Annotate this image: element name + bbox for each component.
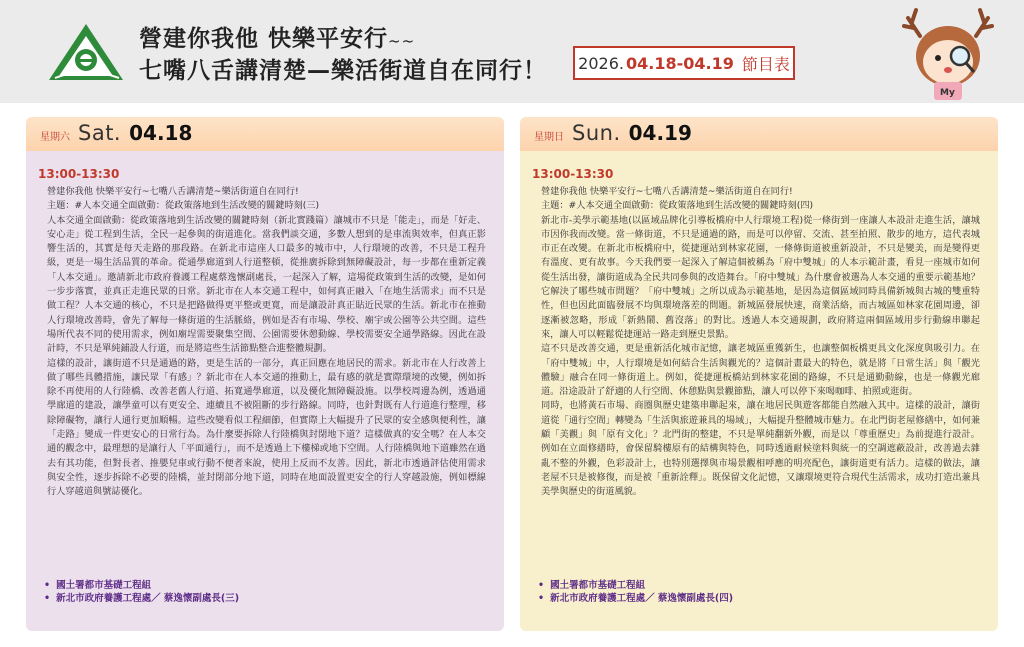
day-english: Sat.	[78, 121, 122, 145]
time-slot: 13:00-13:30	[532, 167, 614, 181]
title-line1-tilde: ~~	[388, 32, 416, 50]
column-body	[520, 151, 998, 631]
column-header	[520, 117, 998, 151]
schedule-column-sunday	[520, 117, 998, 631]
credit-item: • 國土署都市基礎工程組	[538, 579, 733, 592]
credits-list	[44, 579, 239, 605]
day-date: 04.19	[628, 121, 692, 145]
page-title-line1	[139, 20, 415, 53]
title-line1-text: 營建你我他 快樂平安行	[139, 26, 389, 52]
credits-list	[538, 579, 733, 605]
credit-item: • 國土署都市基礎工程組	[44, 579, 239, 592]
page-title-line2: 七嘴八舌講清楚—樂活街道自在同行！	[139, 58, 547, 84]
day-date: 04.18	[129, 121, 193, 145]
program-title-line: 營建你我他 快樂平安行~七嘴八舌講清楚~樂活街道自在同行!	[541, 186, 793, 197]
day-english: Sun.	[572, 121, 621, 145]
date-year: 2026.	[578, 53, 624, 73]
program-topic: 主題：#人本交通全面啟動：從政策落地到生活改變的關鍵時刻(三)	[47, 200, 320, 212]
date-range: 04.18-04.19	[625, 53, 734, 73]
program-title-line: 營建你我他 快樂平安行~七嘴八舌講清楚~樂活街道自在同行!	[47, 186, 299, 197]
program-topic: 主題：#人本交通全面啟動：從政策落地到生活改變的關鍵時刻(四)	[541, 200, 814, 212]
svg-text:My: My	[940, 88, 955, 98]
time-slot: 13:00-13:30	[38, 167, 120, 181]
program-description: 這樣的設計，讓街道不只是通過的路，更是生活的一部分，真正回應在地居民的需求。新北市在人行改善上做了哪些具體措施，讓民眾「有感」？新北市在人本交通的推動上，最有感的就是實際環境的改變，例如拆除不再使用的人行陸橋、改善老舊人行道、拓寬通學廊道，以及優化無障礙設施。以學校周邊為例，透過通學廊道的建設，讓學童可以有更安全、連續且不被阻斷的步行路線。同時，也針對既有人行道進行整理，移除障礙物，讓行人通行更加順暢。這些改變看似工程細節，但實際上大幅提升了民眾的安全感與便利性，讓「走路」變成一件更安心的日常行為。為什麼要拆除人行陸橋與封閉地下道？這樣做真的安全嗎？在人本交通的觀念中，最理想的是讓行人「平面通行」，而不是透過上下樓梯或地下空間。人行陸橋與地下道雖然在過去有其功能，但對長者、推嬰兒車或行動不便者來說，使用上反而不友善。因此，新北市透過評估使用需求與安全性，逐步拆除不必要的陸橋，並封閉部分地下道，同時在地面設置更安全的行人穿越設施，例如標線行人穿越道與號誌優化。	[47, 357, 486, 498]
program-description: 新北市-美學示範基地(以區域品牌化引導板橋府中人行環境工程)從一條街到一座讓人本設計走進生活，讓城市因你我而改變。當一條街道，不只是通過的路，而是可以停留、交流、甚至拍照、散步的地方，這代表城市正在改變。在新北市板橋府中，從捷運站到林家花園，一條條街道被重新設計，不只是變美，而是變得更有溫度、更有故事。今天我們要一起深入了解這個被稱為「府中雙城」的人本示範計畫，看見一座城市如何從生活出發，讓街道成為全民共同參與的改造舞台。「府中雙城」為什麼會被選為人本交通的重要示範基地？它解決了哪些城市問題？「府中雙城」之所以成為示範基地，是因為這個區域同時具備新城與古城的雙重特性，但也因此面臨發展不均與環境落差的問題。新城區發展快速，商業活絡，而古城區如林家花園周邊，卻逐漸被忽略，形成「新熱鬧、舊沒落」的對比。透過人本交通規劃，政府將這兩個區域用步行動線串聯起來，讓人可以輕鬆從捷運站一路走到歷史景點。	[541, 214, 980, 340]
weekday-label: 星期六	[40, 132, 70, 143]
program-description: 這不只是改善交通，更是重新活化城市記憶，讓老城區重獲新生，也讓整個板橋更具文化深度與吸引力。在「府中雙城」中，人行環境是如何結合生活與觀光的？這個計畫最大的特色，就是將「日常生活」與「觀光體驗」融合在同一條街道上。例如，從捷運板橋站到林家花園的路線，不只是通勤動線，也是一條觀光廊道。沿途設計了舒適的人行空間、休憩點與景觀節點，讓人可以停下來喝咖啡、拍照或逛街。	[541, 343, 980, 398]
column-header	[26, 117, 504, 151]
header	[0, 0, 1024, 103]
date-badge	[573, 46, 795, 80]
program-description: 人本交通全面啟動：從政策落地到生活改變的關鍵時刻（新北實踐篇）讓城市不只是「能走」，而是「好走、安心走」從工程到生活，全民一起參與的街道進化。當我們談交通，多數人想到的是車流與效率，但真正影響生活的，其實是每天走路的那段路。在新北市這座人口最多的城市中，人行環境的改善，不只是工程升級，更是一場生活品質的革命。從通學廊道到人行道整頓，從推廣拆除到無障礙設計，每一步都在重新定義「人本交通」。邀請新北市政府養護工程處蔡逸懷副處長，一起深入了解，這場從政策到生活的改變，是如何一步步落實，並真正走進民眾的日常。新北市在人本交通工程中，如何真正融入「在地生活需求」而不只是做工程？人本交通的核心，不只是把路做得更平整或更寬，而是讓設計真正貼近民眾的生活。新北市在推動人行環境改善時，會先了解每一條街道的生活脈絡，例如是否有市場、學校、廟宇或公園等公共空間。這些場所代表不同的使用需求，例如廟埕需要聚集空間、公園需要休憩動線、學校需要安全通學路線。因此在設計時，不只是單純鋪設人行道，而是將這些生活節點整合進整體規劃。	[47, 214, 486, 355]
date-label: 節目表	[741, 54, 790, 74]
credit-item: • 新北市政府養護工程處／ 蔡逸懷副處長(三)	[44, 592, 239, 605]
schedule-column-saturday	[26, 117, 504, 631]
logo-icon	[47, 22, 125, 82]
weekday-label: 星期日	[534, 132, 564, 143]
reindeer-mascot-icon	[898, 6, 998, 103]
program-description: 同時，也將黃石市場、商圈與歷史建築串聯起來，讓在地居民與遊客都能自然融入其中。這樣的設計，讓街道從「通行空間」轉變為「生活與旅遊兼具的場域」，大幅提升整體城市魅力。在北門街老屋修繕中，如何兼顧「美觀」與「原有文化」？北門街的整建，不只是單純翻新外觀，而是以「尊重歷史」為前提進行設計。例如在立面修繕時，會保留騎樓原有的結構與特色，同時透過耐候塗料與統一的空調遮蔽設計，改善過去雜亂不整的外觀，色彩設計上，也特別選擇與市場景觀相呼應的明亮配色，讓街道更有活力。這樣的做法，讓老屋不只是被修復，而是被「重新詮釋」。既保留文化記憶，又讓環境更符合現代生活需求，成功打造出兼具美學與歷史的街道風貌。	[541, 400, 980, 498]
column-body	[26, 151, 504, 631]
credit-item: • 新北市政府養護工程處／ 蔡逸懷副處長(四)	[538, 592, 733, 605]
